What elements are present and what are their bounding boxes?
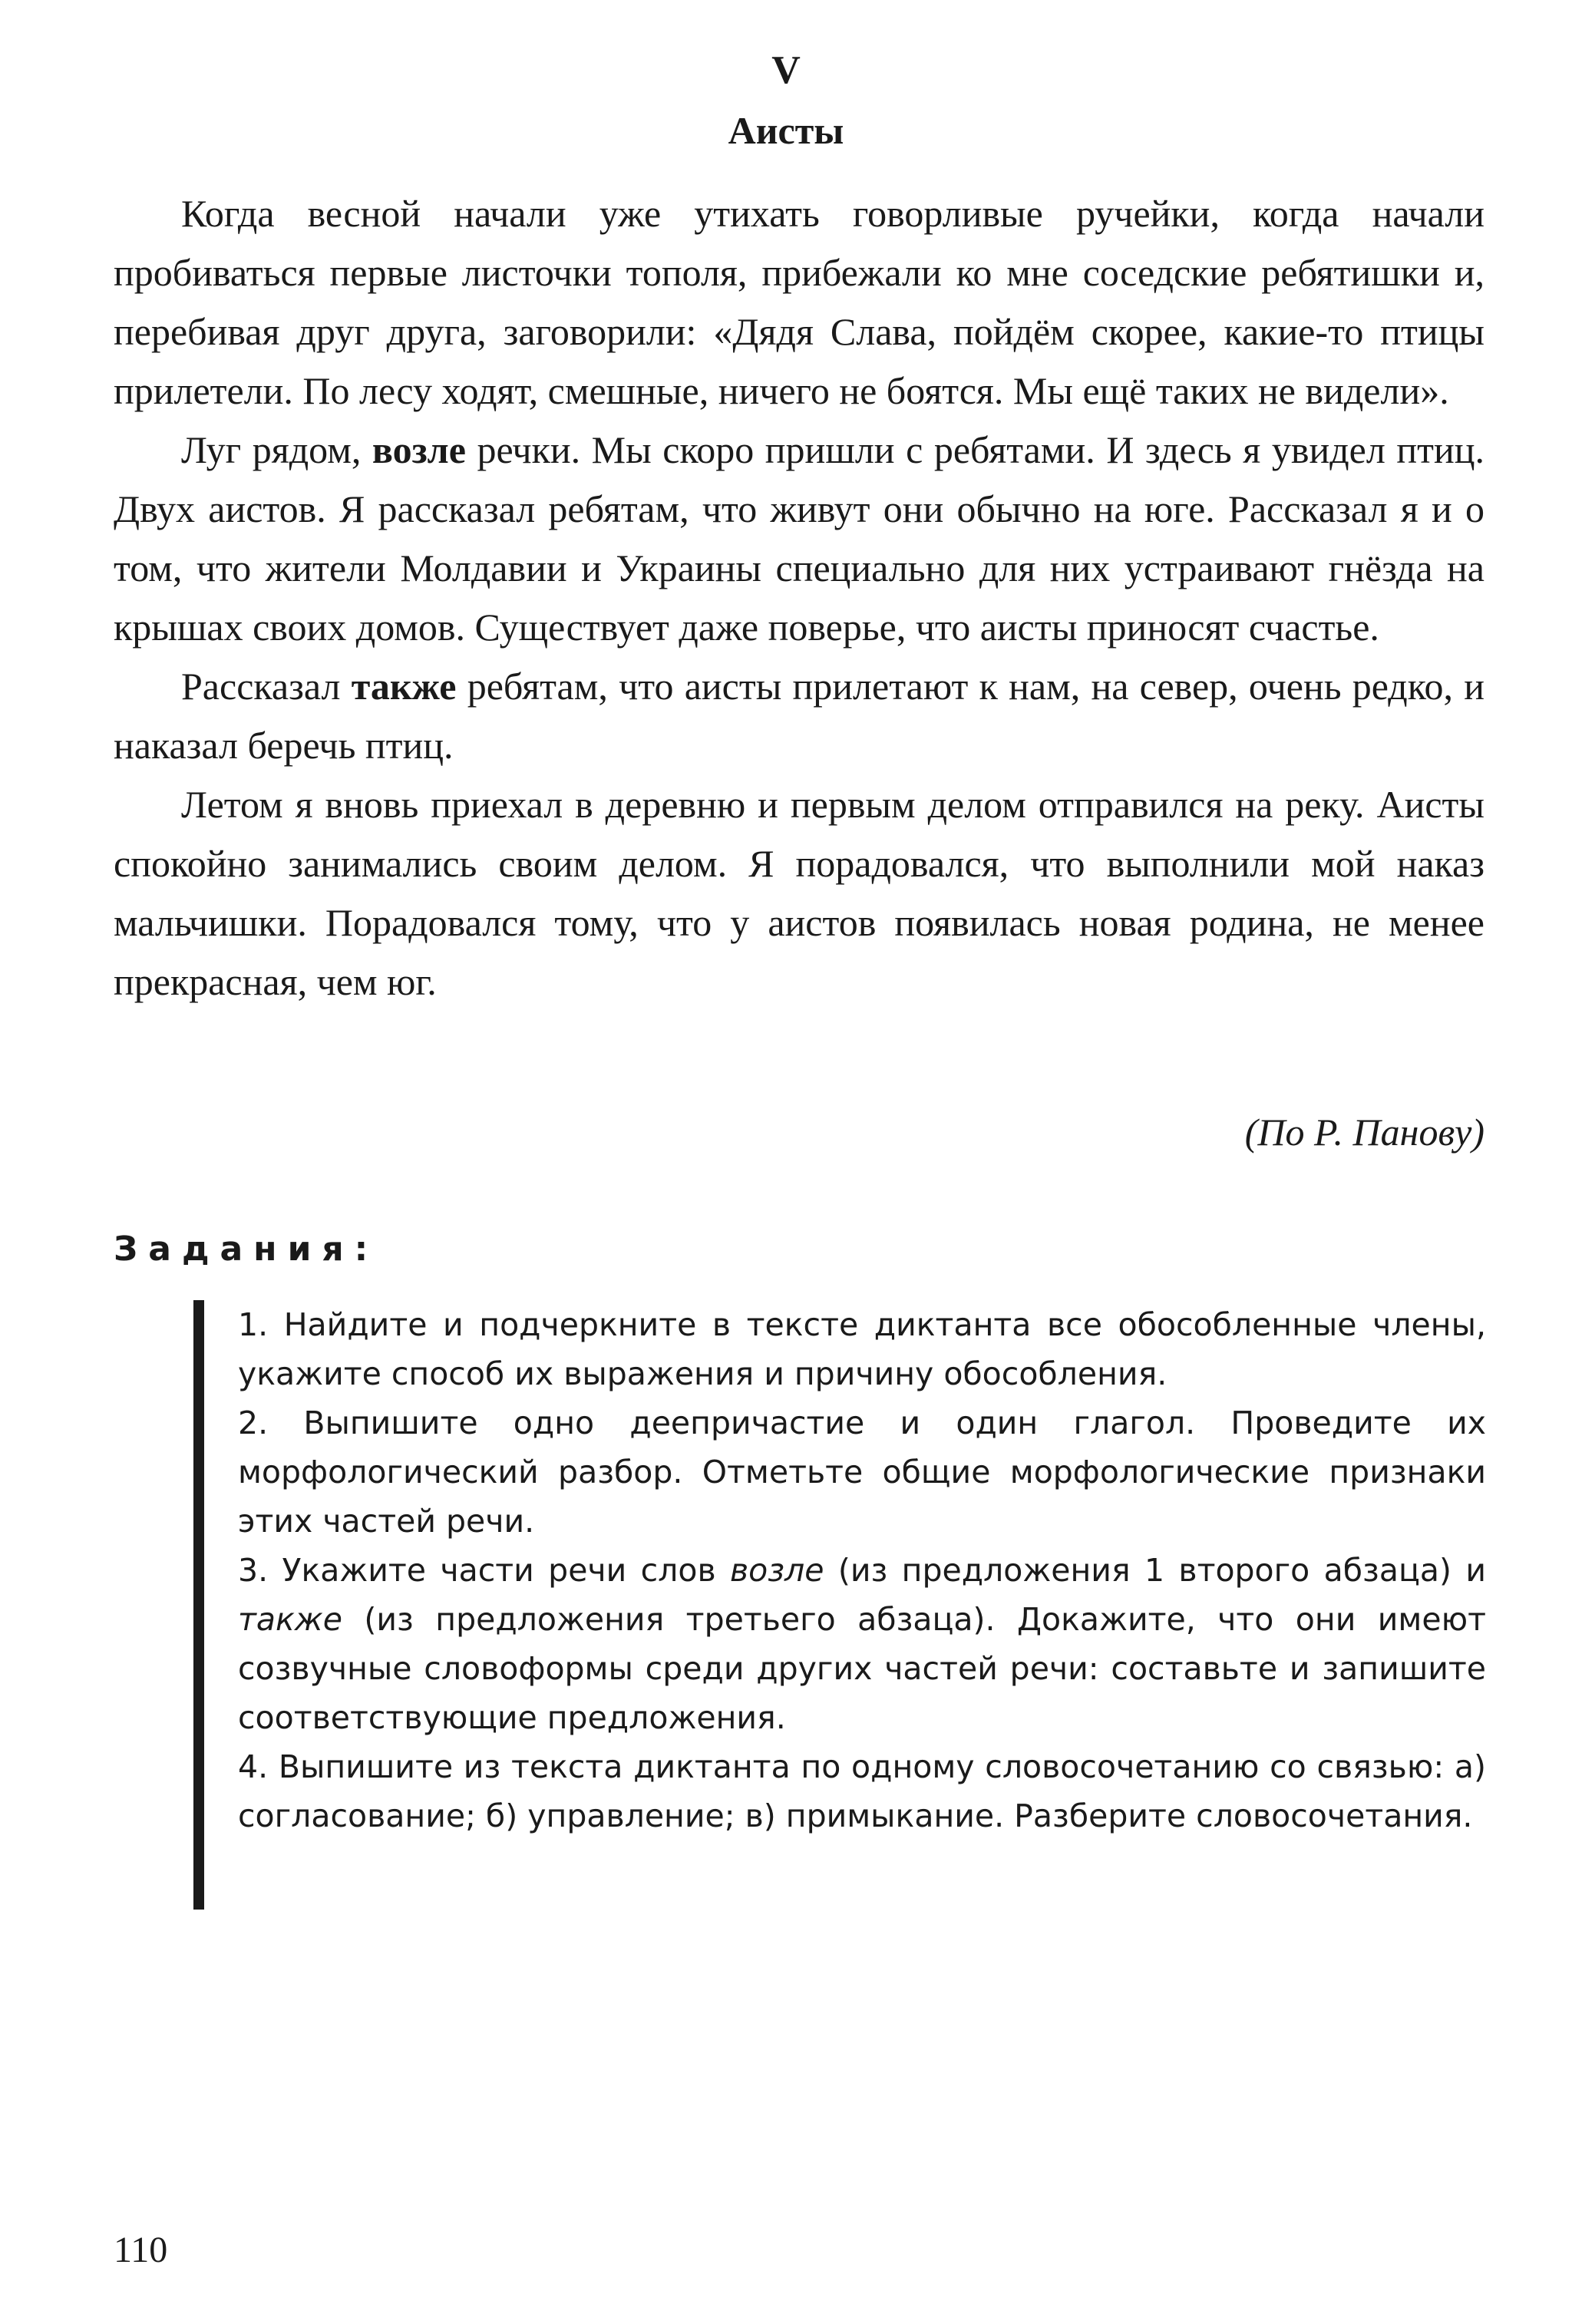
page-number: 110 xyxy=(114,2230,168,2270)
chapter-number: V xyxy=(771,48,801,92)
tasks-heading: Задания: xyxy=(114,1230,379,1269)
paragraph-text: Летом я вновь приехал в деревню и первым делом отправился на реку. Аисты спокойно занимались своим делом. Я порадовался, что выполнили мой наказ мальчишки. Порадовался тому, что у аистов появилась новая родина, не менее прекрасная, чем юг. xyxy=(114,783,1484,1003)
bold-word: возле xyxy=(372,428,466,471)
tasks-margin-bar xyxy=(193,1300,204,1910)
paragraph-3 xyxy=(114,657,1484,775)
paragraph-text: Рассказал xyxy=(181,665,352,708)
task-item-4: 4. Выпишите из текста диктанта по одному словосочетанию со связью: а) согласование; б) управление; в) примыкание. Разберите словосочетания. xyxy=(238,1748,1486,1834)
paragraph-2 xyxy=(114,421,1484,657)
italic-word: также xyxy=(238,1601,342,1638)
task-text: 3. Укажите части речи слов xyxy=(238,1552,730,1589)
task-item-3 xyxy=(238,1546,1486,1742)
dictation-text xyxy=(114,184,1484,1012)
italic-word: возле xyxy=(730,1552,824,1589)
attribution: (По Р. Панову) xyxy=(1244,1111,1484,1154)
bold-word: также xyxy=(351,665,457,708)
paragraph-text: ребятам, что аисты прилетают к нам, на север, очень редко, и наказал беречь птиц. xyxy=(114,665,1484,767)
task-item-1: 1. Найдите и подчеркните в тексте диктанта все обособленные члены, укажите способ их выражения и причину обособления. xyxy=(238,1306,1486,1392)
task-text: (из предложения 1 второго абзаца) и xyxy=(824,1552,1486,1589)
paragraph-text: Луг рядом, xyxy=(181,428,372,471)
paragraph-text: речки. Мы скоро пришли с ребятами. И здесь я увидел птиц. Двух аистов. Я рассказал ребятам, что живут они обычно на юге. Рассказал я и о том, что жители Молдавии и Украины специально для них устраивают гнёзда на крышах своих домов. Существует даже поверье, что аисты приносят счастье. xyxy=(114,428,1484,649)
task-text: (из предложения третьего абзаца). Докажите, что они имеют созвучные словоформы среди других частей речи: составьте и запишите соответствующие предложения. xyxy=(238,1601,1486,1736)
paragraph-text: Когда весной начали уже утихать говорливые ручейки, когда начали пробиваться первые листочки тополя, прибежали ко мне соседские ребятишки и, перебивая друг друга, заговорили: «Дядя Слава, пойдём скорее, какие-то птицы прилетели. По лесу ходят, смешные, ничего не боятся. Мы ещё таких не видели». xyxy=(114,192,1484,412)
tasks-list xyxy=(238,1300,1486,1840)
paragraph-4 xyxy=(114,775,1484,1012)
task-item-2: 2. Выпишите одно деепричастие и один глагол. Проведите их морфологический разбор. Отметьте общие морфологические признаки этих частей речи. xyxy=(238,1405,1486,1540)
page-title: Аисты xyxy=(728,109,844,152)
paragraph-1 xyxy=(114,184,1484,421)
